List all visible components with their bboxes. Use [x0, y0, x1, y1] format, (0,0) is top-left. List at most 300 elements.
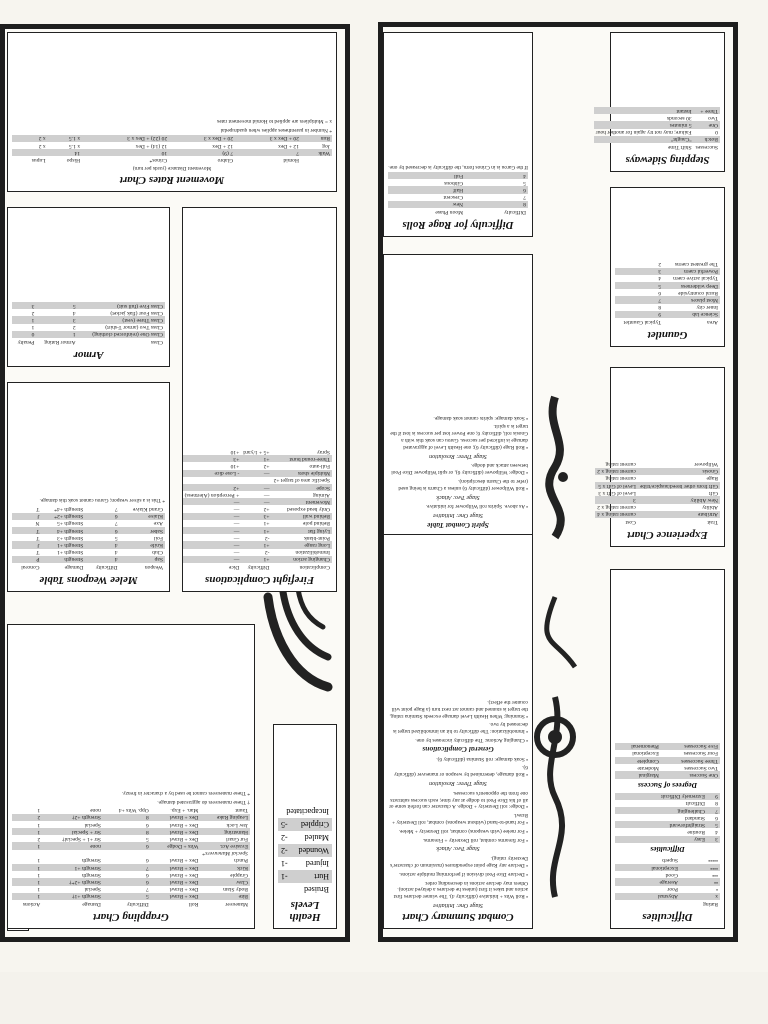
- table-cell: Gnosis: [638, 468, 720, 475]
- moon-phase-header: Moon Phase: [435, 209, 464, 215]
- table-cell: Willpower: [694, 461, 718, 468]
- table-cell: Run: [301, 135, 332, 142]
- table-cell: Good: [665, 871, 678, 878]
- table-cell: Two: [708, 114, 718, 121]
- health-level-row: [278, 883, 332, 896]
- table-cell: +1: [263, 520, 270, 527]
- table-cell: Strength +2*: [42, 513, 86, 520]
- table-cell: 7: [523, 194, 526, 201]
- table-cell: T: [36, 506, 40, 513]
- table-cell: •••••: [708, 857, 718, 864]
- table-cell: current rating x 2: [597, 468, 636, 475]
- combat-stage2-text: • For firearms combat, roll Dexterity + Firearms.: [422, 836, 528, 843]
- table-cell: Gibbous: [444, 179, 464, 186]
- table-row: [615, 268, 720, 275]
- combat-stage3-text2: • Soak damage: roll Stamina (difficulty 6).: [436, 755, 528, 762]
- general-text2: • Immobilization: The difficulty to hit an immobilized target is decreased by two.: [393, 721, 528, 735]
- table-cell: 1: [37, 807, 41, 814]
- table-cell: 7: [114, 520, 118, 527]
- health-level-row: [278, 844, 332, 857]
- table-cell: Gift: [708, 489, 718, 496]
- table-cell: Strength +1†: [42, 893, 103, 900]
- shift-time-header: Shift Time: [667, 144, 692, 150]
- lupus-header: Lupus: [31, 157, 46, 164]
- table-cell: Scope: [272, 484, 332, 491]
- table-cell: —: [233, 534, 240, 541]
- table-row: [183, 470, 332, 477]
- table-cell: Evasive Act.: [200, 843, 250, 850]
- table-cell: One: [694, 121, 720, 128]
- table-cell: 6: [85, 513, 119, 520]
- general-complications-title: General Complications: [422, 744, 494, 754]
- table-cell: 0: [12, 331, 36, 338]
- movement-header-top: Movement Distance (yards per turn): [132, 165, 212, 171]
- table-row: [12, 506, 165, 513]
- table-cell: Ability: [702, 504, 718, 511]
- table-cell: Class Five (full suit): [78, 302, 165, 309]
- table-cell: One Success: [661, 771, 720, 778]
- table-row: [12, 835, 250, 842]
- table-cell: —: [233, 520, 240, 527]
- spirit-stage2-text: • Roll Willpower (difficulty 6) unless a Charm is being used (refer to the Charm description).: [398, 478, 528, 491]
- actions-header: Actions: [22, 901, 41, 907]
- table-row: [183, 506, 332, 513]
- table-cell: Challenging: [615, 807, 707, 814]
- table-cell: Full: [388, 172, 465, 179]
- table-cell: +10: [230, 448, 240, 455]
- experience-chart: [597, 367, 725, 547]
- table-cell: Saber: [120, 527, 165, 534]
- difficulties-title: Difficulties: [642, 911, 693, 923]
- table-row: [595, 496, 720, 503]
- table-row: [12, 149, 332, 156]
- table-row: [12, 534, 165, 541]
- table-cell: Behind wall: [272, 513, 332, 520]
- table-cell: Two Successes: [684, 764, 718, 771]
- table-row: [12, 331, 165, 338]
- maneuver-header: Maneuver: [225, 901, 248, 907]
- combat-stage1-text2: • Declare Dice Pool division if performing multiple actions.: [399, 870, 528, 877]
- table-cell: Behind pole: [302, 520, 330, 527]
- table-cell: +3: [241, 513, 271, 520]
- special-maneuvers-header: Special Maneuvers*: [202, 850, 248, 857]
- table-cell: +1: [241, 541, 271, 548]
- table-cell: Marginal: [615, 771, 661, 778]
- table-cell: Taunt: [235, 807, 248, 814]
- table-cell: Average: [615, 878, 680, 885]
- table-cell: Rural countryside: [678, 289, 718, 296]
- table-cell: Immobilization: [295, 549, 330, 556]
- table-cell: Multiple shots: [272, 470, 332, 477]
- table-cell: Complete: [615, 757, 661, 764]
- table-cell: 6: [465, 186, 528, 193]
- table-row: [615, 814, 720, 821]
- table-cell: P: [12, 556, 42, 563]
- armor-rating-header: Armor Rating: [44, 339, 76, 345]
- table-cell: 9: [707, 793, 720, 800]
- table-cell: 5: [615, 282, 663, 289]
- table-cell: Three Successes: [661, 757, 720, 764]
- crinos-header: Crinos*: [149, 157, 168, 164]
- table-cell: New: [388, 201, 465, 208]
- trait-header: Trait: [707, 519, 718, 525]
- health-level-penalty: -5: [281, 820, 288, 829]
- typical-gauntlet-header: Typical Gauntlet: [623, 319, 662, 325]
- table-cell: Level of Gift x 5: [595, 482, 638, 489]
- table-cell: Most places: [663, 296, 720, 303]
- grappling-table: [12, 807, 250, 908]
- combat-stage1-text: • Roll Wits + Initiative (difficulty 4). The winner declares first action and takes it first (unless he declares a delayed action). Others may declare actions in descending order.: [393, 879, 528, 900]
- table-cell: 5 minutes: [594, 121, 694, 128]
- table-row: [12, 864, 250, 871]
- table-cell: Deep wilderness: [663, 282, 720, 289]
- general-text1: • Changing Actions: The difficulty increases by one.: [415, 737, 528, 744]
- table-cell: 2: [12, 814, 42, 821]
- table-cell: 1: [12, 893, 42, 900]
- degree-subheader: Degrees of Success: [637, 780, 698, 790]
- homid-header: Homid: [283, 157, 299, 164]
- tribal-glyph-icon: [525, 577, 585, 897]
- spirit-combat-table: [383, 254, 533, 534]
- table-cell: Strength +2*†: [42, 878, 103, 885]
- table-cell: Superb: [662, 857, 678, 864]
- table-cell: Strength +1: [42, 541, 86, 548]
- table-row: [12, 549, 165, 556]
- roll-header: Roll: [188, 901, 199, 907]
- table-cell: 1: [12, 843, 42, 850]
- table-cell: Dex + Brawl: [169, 871, 199, 878]
- table-row: [615, 878, 720, 885]
- table-cell: —: [241, 498, 271, 505]
- table-cell: 5: [36, 302, 77, 309]
- health-level-name: Crippled: [301, 820, 329, 829]
- table-cell: Three-round burst: [272, 455, 332, 462]
- table-cell: Strength +5: [57, 520, 84, 527]
- table-cell: 12 + Dex: [212, 142, 234, 149]
- conceal-header: Conceal: [21, 564, 40, 570]
- health-levels: [273, 724, 337, 929]
- spirit-stage1: Stage One: Initiative: [433, 512, 483, 519]
- table-cell: —: [183, 556, 242, 563]
- diff-subheader: Difficulties: [650, 844, 685, 854]
- spirit-text: [388, 414, 528, 528]
- table-cell: ••: [680, 878, 720, 885]
- table-cell: Jog: [322, 142, 330, 149]
- table-row: [183, 520, 332, 527]
- table-cell: x 1.5: [48, 135, 82, 142]
- rage-rolls-chart: [383, 32, 533, 237]
- table-cell: —: [241, 470, 271, 477]
- table-cell: "Caught": [594, 136, 694, 143]
- rage-note: If the Garou is in Crinos form, the difficulty is decreased by one.: [388, 164, 528, 171]
- rage-title: Difficulty for Rage Rolls: [402, 219, 514, 231]
- table-row: [12, 302, 165, 309]
- table-row: [615, 771, 720, 778]
- firefight-table: [183, 448, 332, 571]
- health-level-row: [278, 818, 332, 831]
- table-row: [615, 807, 720, 814]
- combat-title: Combat Summary Chart: [402, 911, 514, 923]
- table-cell: Extremely Difficult: [615, 793, 707, 800]
- table-cell: Lying flat: [272, 527, 332, 534]
- table-cell: 20 + Dex x 3: [235, 135, 301, 142]
- table-row: [12, 527, 165, 534]
- table-cell: 5: [523, 179, 526, 186]
- movement-note1: * Number in parentheses applies when quadrupedal: [220, 126, 332, 133]
- hispo-header: Hispo: [66, 157, 81, 164]
- table-cell: Typical active caern: [673, 275, 718, 282]
- table-cell: Straightforward: [615, 821, 707, 828]
- sidesteps-title: Stepping Sideways: [625, 154, 710, 166]
- movement-title: Movement Rates Chart: [119, 174, 225, 186]
- table-cell: Sap: [120, 556, 165, 563]
- table-cell: current rating x 2: [597, 504, 636, 511]
- table-row: [388, 194, 528, 201]
- table-cell: Failure; may not try again for another hour: [595, 129, 692, 136]
- table-cell: Foil: [153, 534, 163, 541]
- spirit-stage2-text2: • Dodge: Willpower (difficulty 6), or split Willpower Dice Pool between attack and dodge.: [391, 462, 528, 476]
- combat-stage1-text3: • Declare any Rage point expenditures (maximum of character's Dexterity rating).: [390, 855, 528, 869]
- table-cell: Strength +3: [57, 534, 84, 541]
- table-cell: current rating: [605, 475, 636, 482]
- table-cell: 20 + Dex x 3: [169, 135, 235, 142]
- gauntlet-table: [615, 261, 720, 327]
- table-cell: Str + Special: [42, 828, 103, 835]
- table-cell: Leaping Rake: [200, 814, 250, 821]
- table-cell: x 1.5: [68, 142, 81, 149]
- table-cell: —: [263, 491, 270, 498]
- table-cell: x 2: [12, 135, 48, 142]
- table-cell: 30 seconds: [666, 114, 692, 121]
- grappling-chart: [7, 624, 255, 929]
- table-row: [615, 757, 720, 764]
- table-row: [594, 107, 720, 114]
- table-cell: •••: [712, 871, 718, 878]
- table-row: [594, 114, 720, 121]
- table-cell: 12 (14) + Dex: [135, 142, 168, 149]
- table-cell: Movement: [272, 498, 332, 505]
- movement-note2: x = Multipliers are applied to Homid movement rates: [216, 118, 332, 125]
- table-cell: Gift from other breed/auspice/tribe: [639, 482, 718, 489]
- table-cell: 0: [715, 129, 718, 136]
- table-row: [615, 261, 720, 268]
- melee-table: [12, 506, 165, 572]
- table-cell: J: [12, 541, 42, 548]
- table-cell: Dex + Brawl: [169, 886, 199, 893]
- table-cell: —: [233, 549, 240, 556]
- table-row: [615, 864, 720, 871]
- movement-table: [12, 135, 332, 165]
- table-cell: Spray: [316, 448, 330, 455]
- sidesteps-table: [594, 107, 720, 151]
- table-row: [388, 186, 528, 193]
- table-cell: New Ability: [638, 496, 720, 503]
- table-cell: 6: [103, 878, 151, 885]
- table-cell: Strength +4*: [54, 506, 84, 513]
- combat-stage1: Stage One: Initiative: [433, 902, 483, 908]
- table-row: [615, 282, 720, 289]
- table-cell: Grand Klaive: [132, 506, 163, 513]
- firefight-title: Firefight Complications: [204, 574, 315, 586]
- table-cell: current rating x 4: [597, 511, 636, 518]
- table-row: [183, 477, 332, 484]
- table-cell: 7 (9): [169, 149, 235, 156]
- health-level-name: Injured: [305, 859, 329, 868]
- table-cell: 2: [72, 324, 76, 331]
- table-cell: 6: [146, 857, 149, 864]
- table-cell: Aiming: [312, 491, 330, 498]
- combat-stage2-text2: • For melee (with weapons) combat, roll Dexterity + Melee.: [398, 827, 528, 834]
- table-cell: J: [12, 513, 42, 520]
- table-cell: Walk: [301, 149, 332, 156]
- table-cell: -2: [264, 534, 270, 541]
- table-row: [12, 857, 250, 864]
- melee-title: Melee Weapons Table: [39, 574, 138, 586]
- table-cell: 8: [103, 828, 151, 835]
- table-cell: 7: [146, 886, 149, 893]
- table-cell: 1: [37, 886, 41, 893]
- panel-combat-reference: [378, 22, 738, 942]
- table-cell: Inner city: [696, 304, 718, 311]
- health-level-penalty: -2: [281, 846, 288, 855]
- table-cell: —: [183, 513, 242, 520]
- table-cell: 7: [235, 149, 301, 156]
- table-row: [12, 309, 165, 316]
- table-row: [12, 142, 332, 149]
- table-cell: Instant: [594, 107, 694, 114]
- table-row: [595, 489, 720, 496]
- table-row: [12, 821, 250, 828]
- table-cell: 7: [707, 807, 720, 814]
- table-cell: Dex + Brawl: [151, 893, 201, 900]
- table-row: [595, 482, 720, 489]
- table-row: [595, 511, 720, 518]
- table-cell: —: [183, 541, 242, 548]
- table-row: [12, 828, 250, 835]
- gauntlet-title: Gauntlet: [647, 329, 688, 341]
- table-cell: 8: [658, 304, 662, 311]
- dice-header: Dice: [228, 564, 240, 570]
- table-row: [615, 296, 720, 303]
- table-cell: Strength +1: [57, 549, 84, 556]
- table-cell: Special: [84, 821, 101, 828]
- table-row: [12, 871, 250, 878]
- table-row: [595, 461, 720, 468]
- table-cell: Fur Gnarl: [226, 835, 248, 842]
- table-cell: Dex + Brawl: [169, 857, 199, 864]
- weapon-header: Weapon: [144, 564, 163, 570]
- table-cell: [241, 477, 271, 484]
- spirit-stage3-text: • Roll Rage (difficulty 6); one Health Level of aggravated damage is inflicted per success. Garou can soak this with a Gnosis roll, difficulty 6; one Power lost per success is lost if the target is a spirit.: [390, 423, 528, 450]
- move-blank-header: [301, 156, 332, 164]
- table-cell: 7: [114, 506, 118, 513]
- table-cell: Long range: [272, 541, 332, 548]
- tribal-swirl-icon: [525, 397, 585, 537]
- table-cell: 7: [103, 864, 151, 871]
- table-row: [183, 513, 332, 520]
- table-cell: Strength: [81, 857, 101, 864]
- table-cell: 5: [114, 534, 118, 541]
- table-cell: Class Two (armor T-shirt): [105, 324, 163, 331]
- table-cell: Science lab: [663, 311, 720, 318]
- rating-table: [615, 857, 720, 908]
- table-cell: 6: [146, 871, 149, 878]
- table-cell: Class One (reinforced clothing): [78, 331, 165, 338]
- table-cell: 1: [12, 878, 42, 885]
- table-cell: 1: [31, 324, 35, 331]
- health-level-row: [278, 805, 332, 818]
- penalty-header: Penalty: [17, 339, 35, 345]
- table-cell: 8: [715, 800, 718, 807]
- stepping-sideways-chart: [595, 32, 725, 172]
- table-cell: +5 + 1/yard: [243, 448, 270, 455]
- table-cell: +2: [263, 506, 270, 513]
- health-level-name: Incapacitated: [286, 807, 329, 816]
- table-row: [12, 556, 165, 563]
- table-cell: Standard: [685, 814, 705, 821]
- table-cell: x 2: [38, 142, 46, 149]
- table-cell: Class Four (flak jacket): [110, 309, 163, 316]
- table-row: [12, 135, 332, 142]
- table-cell: 2: [37, 835, 41, 842]
- table-row: [388, 172, 528, 179]
- table-cell: —: [183, 527, 242, 534]
- table-cell: Full-auto: [309, 462, 330, 469]
- table-row: [183, 455, 332, 462]
- spirit-stage3-text2: • Soak damage: spirits cannot soak damage.: [433, 414, 528, 421]
- table-row: [615, 311, 720, 318]
- table-cell: —: [183, 498, 242, 505]
- table-cell: 3: [615, 268, 663, 275]
- combat-stage3: Stage Three: Resolution: [429, 780, 487, 787]
- table-cell: 2: [658, 261, 662, 268]
- grappling-title: Grappling Chart: [93, 911, 169, 923]
- table-row: [595, 475, 720, 482]
- table-row: [12, 513, 165, 520]
- rage-table: [388, 172, 528, 216]
- class-header: Class: [150, 339, 163, 345]
- table-row: [12, 807, 250, 814]
- table-row: [183, 556, 332, 563]
- table-cell: current rating: [605, 461, 636, 468]
- table-cell: 14: [48, 149, 82, 156]
- health-level-row: [278, 857, 332, 870]
- table-cell: [183, 477, 242, 484]
- table-cell: T: [36, 549, 40, 556]
- combat-stage2-text4: • Dodge: roll Dexterity + Dodge. A character can forfeit some or all of his Dice Pool to dodge at any time; each success subtracts one from the opponent's successes.: [388, 789, 528, 810]
- table-cell: Strength: [81, 871, 101, 878]
- table-cell: none: [90, 807, 101, 814]
- table-cell: Botch: [694, 136, 720, 143]
- table-cell: 6: [715, 814, 718, 821]
- table-cell: Dex + Brawl: [169, 835, 199, 842]
- table-cell: [12, 149, 48, 156]
- table-cell: Klaive: [120, 513, 165, 520]
- table-cell: Level of Gift x 3: [598, 489, 636, 496]
- table-row: [12, 886, 250, 893]
- health-list: [278, 805, 332, 896]
- table-cell: Dex + Brawl: [151, 878, 201, 885]
- complication-header: Complication: [299, 564, 330, 570]
- table-cell: N: [35, 520, 40, 527]
- table-row: [12, 843, 250, 850]
- table-cell: Bite: [200, 893, 250, 900]
- table-row: [12, 878, 250, 885]
- table-cell: 9: [615, 311, 663, 318]
- table-cell: 1: [12, 828, 42, 835]
- table-cell: Moderate: [637, 764, 659, 771]
- table-cell: Kick: [200, 864, 250, 871]
